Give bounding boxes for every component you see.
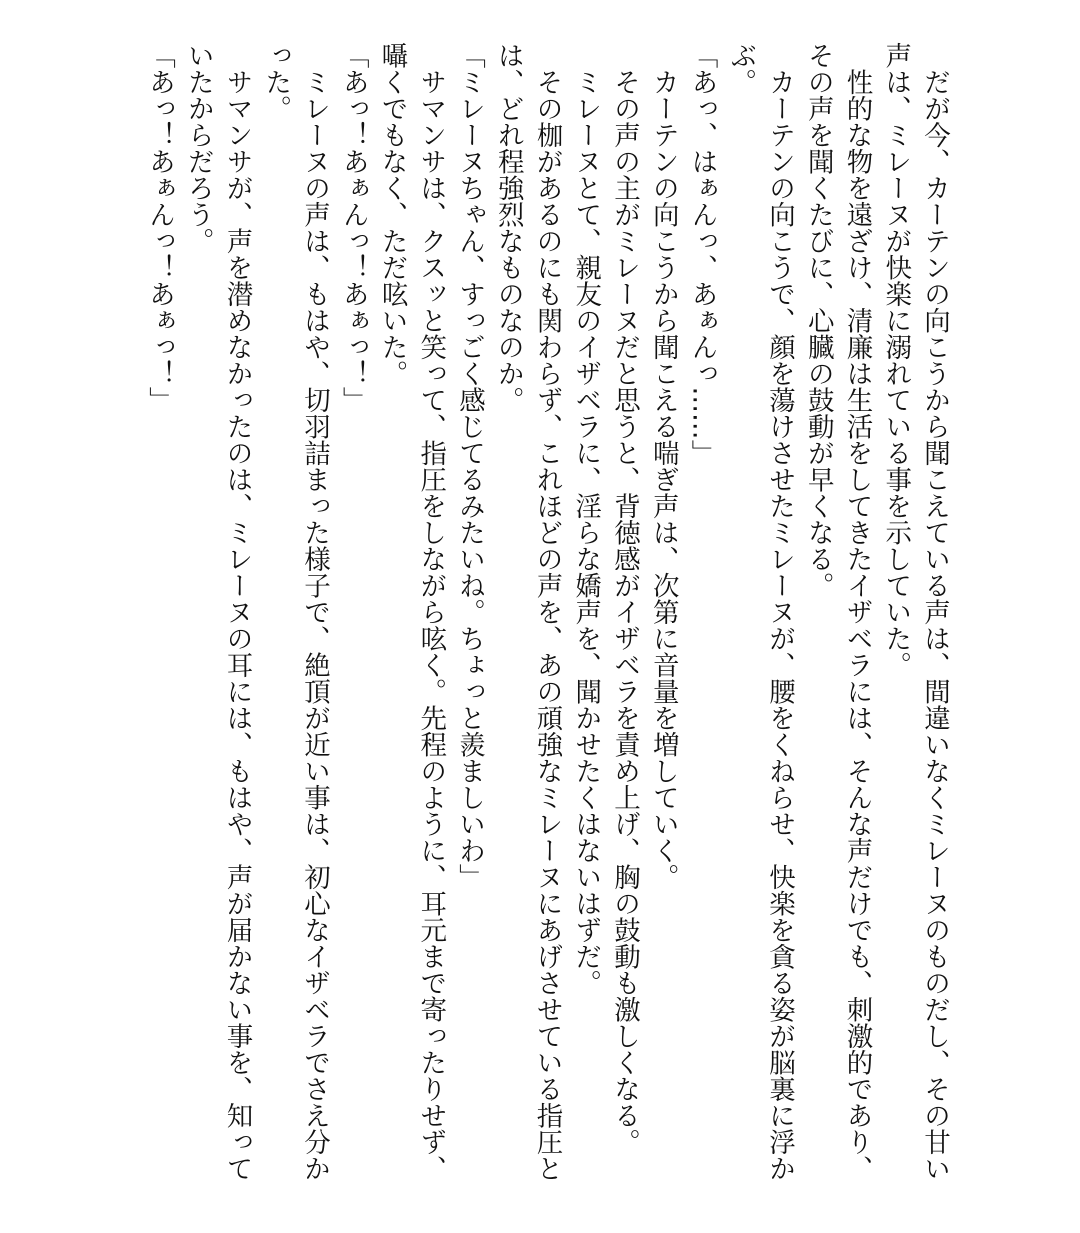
text-line: カーテンの向こうで、顔を蕩けさせたミレーヌが、腰をくねらせ、快楽を貪る姿が脳裏に浮か: [764, 42, 795, 1182]
text-line: ミレーヌの声は、もはや、切羽詰まった様子で、絶頂が近い事は、初心なイザベラでさえ分か: [299, 42, 330, 1182]
text-line: サマンサは、クスッと笑って、指圧をしながら呟く。先程のように、耳元まで寄ったりせず、: [415, 42, 447, 1182]
text-line: 性的な物を遠ざけ、清廉は生活をしてきたイザベラには、そんな声だけでも、刺激的であり、: [841, 42, 873, 1182]
dialogue-line: 「あっ！あぁんっ！あぁっ！」: [144, 42, 175, 413]
text-line: は、どれ程強烈なものなのか。: [492, 42, 524, 413]
vertical-text-page: [139, 42, 953, 1202]
text-line: その声を聞くたびに、心臓の鼓動が早くなる。: [802, 42, 834, 599]
text-line: いたからだろう。: [182, 42, 214, 254]
text-line: った。: [260, 42, 292, 122]
text-line: だが今、カーテンの向こうから聞こえている声は、間違いなくミレーヌのものだし、その甘い: [919, 42, 950, 1182]
text-line: その声の主がミレーヌだと思うと、背徳感がイザベラを責め上げ、胸の鼓動も激しくなる。: [609, 42, 640, 1155]
text-line: ミレーヌとて、親友のイザベラに、淫らな嬌声を、聞かせたくはないはずだ。: [570, 42, 602, 996]
dialogue-line: 「あっ！あぁんっ！あぁっ！」: [337, 42, 369, 413]
text-line: サマンサが、声を潜めなかったのは、ミレーヌの耳には、もはや、声が届かない事を、知って: [221, 42, 253, 1182]
text-line: その枷があるのにも関わらず、これほどの声を、あの頑強なミレーヌにあげさせている指圧と: [531, 42, 563, 1182]
text-line: カーテンの向こうから聞こえる喘ぎ声は、次第に音量を増していく。: [647, 42, 679, 890]
dialogue-line: 「あっ、はぁんっ、あぁんっ……」: [686, 42, 718, 466]
text-line: 囁くでもなく、ただ呟いた。: [376, 42, 408, 387]
dialogue-line: 「ミレーヌちゃん、すっごく感じてるみたいね。ちょっと羨ましいわ」: [454, 42, 485, 890]
text-line: ぶ。: [725, 42, 757, 95]
text-line: 声は、ミレーヌが快楽に溺れている事を示していた。: [880, 42, 912, 678]
